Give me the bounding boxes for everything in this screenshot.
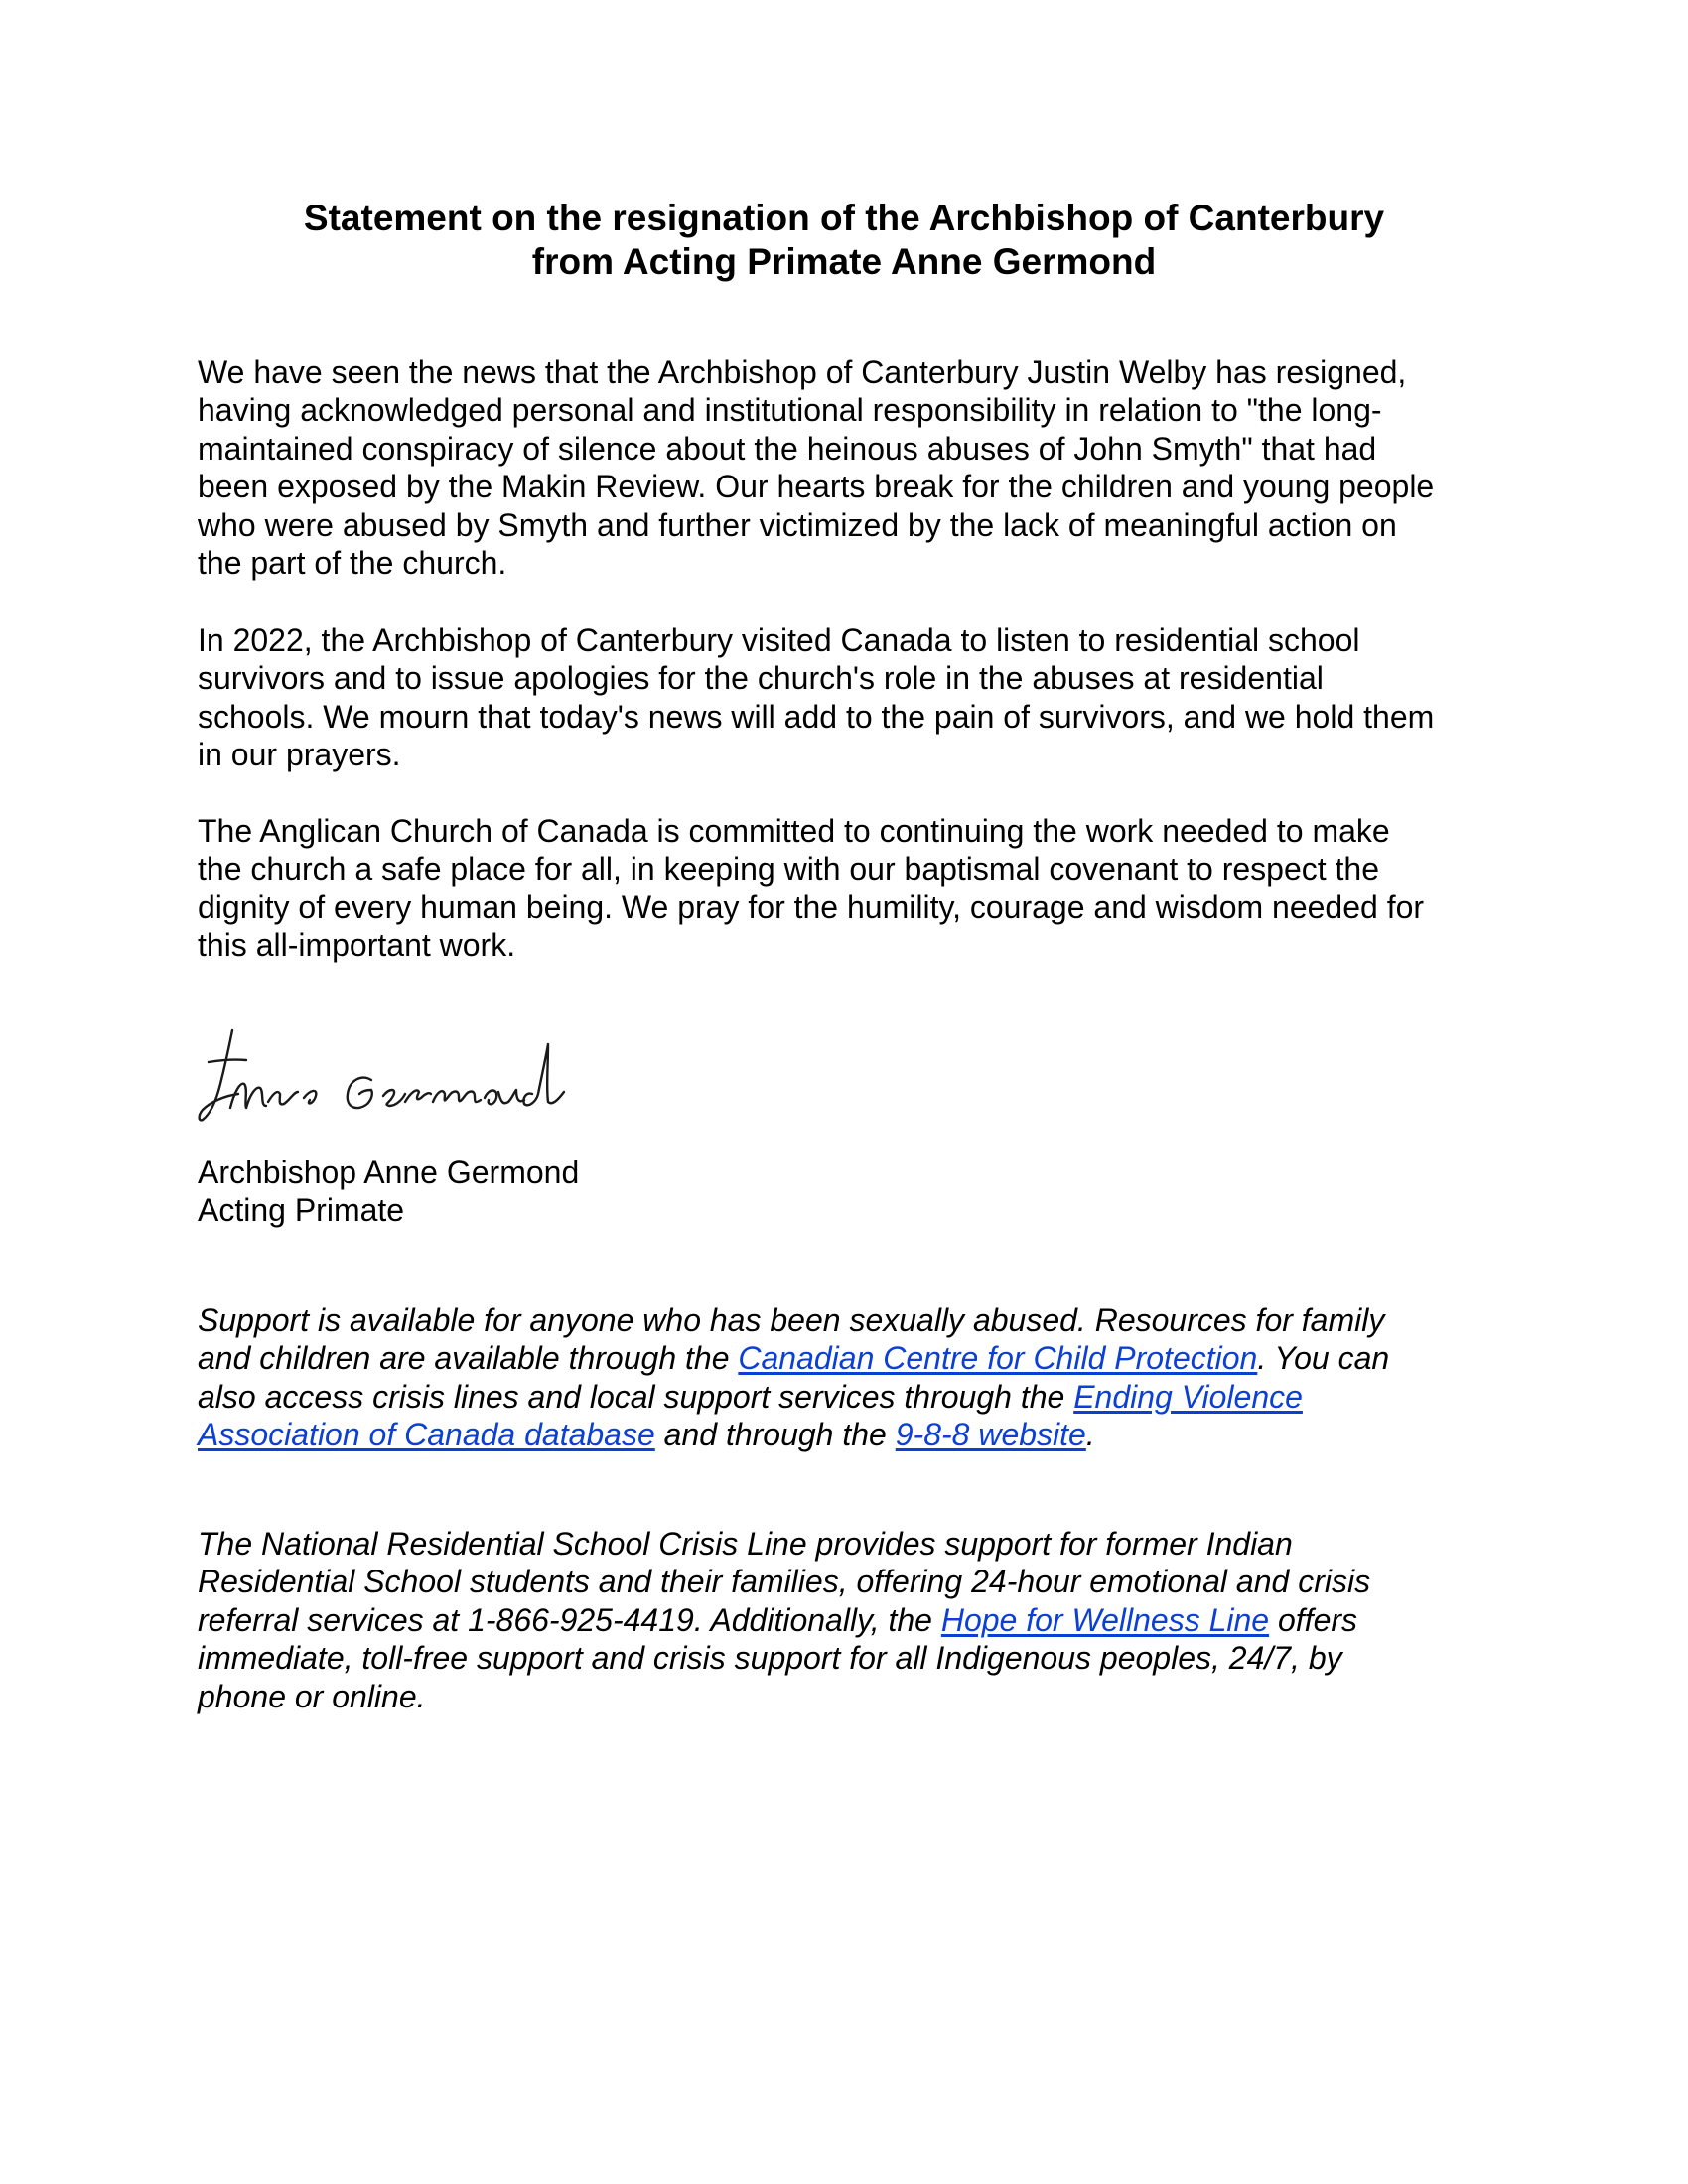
hope-for-wellness-line-link[interactable]: Hope for Wellness Line bbox=[940, 1601, 1270, 1638]
paragraph-line: this all-important work. bbox=[198, 927, 516, 964]
signer-block bbox=[198, 1154, 1508, 1230]
title-line-1: Statement on the resignation of the Archbishop of Canterbury bbox=[303, 198, 1385, 238]
paragraph-line: dignity of every human being. We pray for the humility, courage and wisdom needed for bbox=[198, 888, 1425, 925]
paragraph-line: survivors and to issue apologies for the church's role in the abuses at residential bbox=[198, 660, 1324, 697]
paragraph-2 bbox=[198, 621, 1508, 774]
paragraph-line: in our prayers. bbox=[198, 737, 401, 773]
paragraph-line: The Anglican Church of Canada is committed to continuing the work needed to make bbox=[198, 813, 1390, 849]
988-website-link[interactable]: 9-8-8 website bbox=[895, 1417, 1086, 1453]
canadian-centre-for-child-protection-link[interactable]: Canadian Centre for Child Protection bbox=[738, 1340, 1258, 1377]
paragraph-line: In 2022, the Archbishop of Canterbury visited Canada to listen to residential school bbox=[198, 622, 1360, 658]
support-text: offers bbox=[1269, 1601, 1358, 1638]
paragraph-line: maintained conspiracy of silence about the heinous abuses of John Smyth" that had bbox=[198, 430, 1377, 467]
ending-violence-association-link[interactable]: Ending Violence bbox=[1073, 1378, 1303, 1415]
support-text: and children are available through the bbox=[198, 1340, 739, 1377]
paragraph-line: been exposed by the Makin Review. Our hearts break for the children and young people bbox=[198, 469, 1435, 505]
support-line bbox=[198, 1601, 1508, 1639]
paragraph-line: the part of the church. bbox=[198, 545, 507, 582]
title-line-2: from Acting Primate Anne Germond bbox=[531, 241, 1157, 282]
paragraph-line: We have seen the news that the Archbishop of Canterbury Justin Welby has resigned, bbox=[198, 354, 1407, 390]
support-line: immediate, toll-free support and crisis support for all Indigenous peoples, 24/7, by bbox=[198, 1640, 1342, 1677]
paragraph-line: schools. We mourn that today's news will add to the pain of survivors, and we hold them bbox=[198, 698, 1435, 735]
support-line bbox=[198, 1339, 1508, 1377]
support-line bbox=[198, 1378, 1508, 1416]
handwritten-signature bbox=[195, 1023, 572, 1132]
paragraph-line: the church a safe place for all, in keeping with our baptismal covenant to respect the bbox=[198, 851, 1380, 887]
paragraph-3 bbox=[198, 812, 1508, 965]
support-text: referral services at 1-866-925-4419. Additionally, the bbox=[198, 1601, 941, 1638]
support-text: . bbox=[1085, 1417, 1095, 1453]
paragraph-1 bbox=[198, 353, 1508, 582]
support-notice-1 bbox=[198, 1301, 1508, 1454]
support-line: Support is available for anyone who has been sexually abused. Resources for family bbox=[198, 1302, 1385, 1338]
support-line: Residential School students and their families, offering 24-hour emotional and crisis bbox=[198, 1564, 1371, 1600]
support-notice-2 bbox=[198, 1525, 1508, 1715]
signer-role: Acting Primate bbox=[198, 1192, 405, 1229]
paragraph-line: having acknowledged personal and institutional responsibility in relation to "the long- bbox=[198, 392, 1382, 429]
support-line bbox=[198, 1416, 1508, 1453]
support-text: . You can bbox=[1257, 1340, 1390, 1377]
support-text: also access crisis lines and local support services through the bbox=[198, 1378, 1074, 1415]
support-line: phone or online. bbox=[198, 1678, 426, 1714]
signer-name: Archbishop Anne Germond bbox=[198, 1155, 580, 1190]
paragraph-line: who were abused by Smyth and further victimized by the lack of meaningful action on bbox=[198, 506, 1397, 543]
support-line: The National Residential School Crisis Line provides support for former Indian bbox=[198, 1526, 1293, 1562]
support-text: and through the bbox=[654, 1417, 896, 1453]
page-title bbox=[0, 197, 1688, 284]
ending-violence-association-link-continued[interactable]: Association of Canada database bbox=[198, 1417, 655, 1453]
